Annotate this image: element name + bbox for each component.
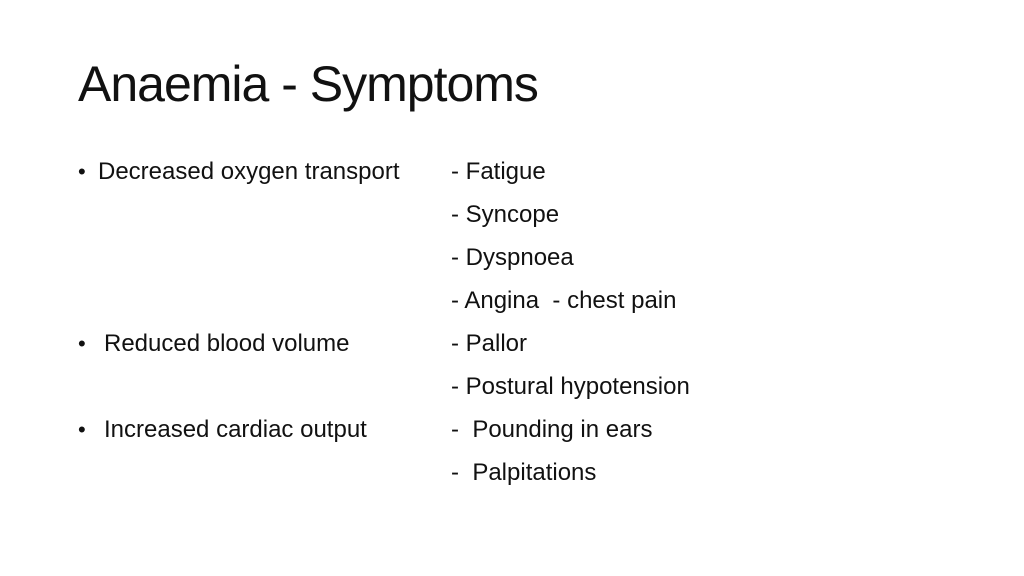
symptom-text: - Pounding in ears [451, 416, 653, 443]
list-item [0, 408, 1024, 451]
list-item [0, 322, 1024, 365]
list-item [0, 193, 1024, 236]
cause-text: Increased cardiac output [104, 416, 367, 443]
bullet-marker: • [78, 331, 86, 356]
bullet-marker: • [78, 159, 86, 184]
cause-text: Decreased oxygen transport [98, 158, 400, 185]
cause-text: Reduced blood volume [104, 330, 350, 357]
list-item [0, 236, 1024, 279]
symptom-list [0, 150, 1024, 494]
symptom-text: - Postural hypotension [451, 373, 690, 400]
list-item [0, 279, 1024, 322]
list-item [0, 365, 1024, 408]
symptom-text: - Dyspnoea [451, 244, 574, 271]
bullet-marker: • [78, 417, 86, 442]
list-item [0, 451, 1024, 494]
symptom-text: - Angina - chest pain [451, 287, 677, 314]
symptom-text: - Palpitations [451, 459, 597, 486]
list-item [0, 150, 1024, 193]
symptom-text: - Pallor [451, 330, 528, 357]
symptom-text: - Syncope [451, 201, 560, 228]
symptom-text: - Fatigue [451, 158, 546, 185]
slide-title: Anaemia - Symptoms [78, 56, 538, 112]
